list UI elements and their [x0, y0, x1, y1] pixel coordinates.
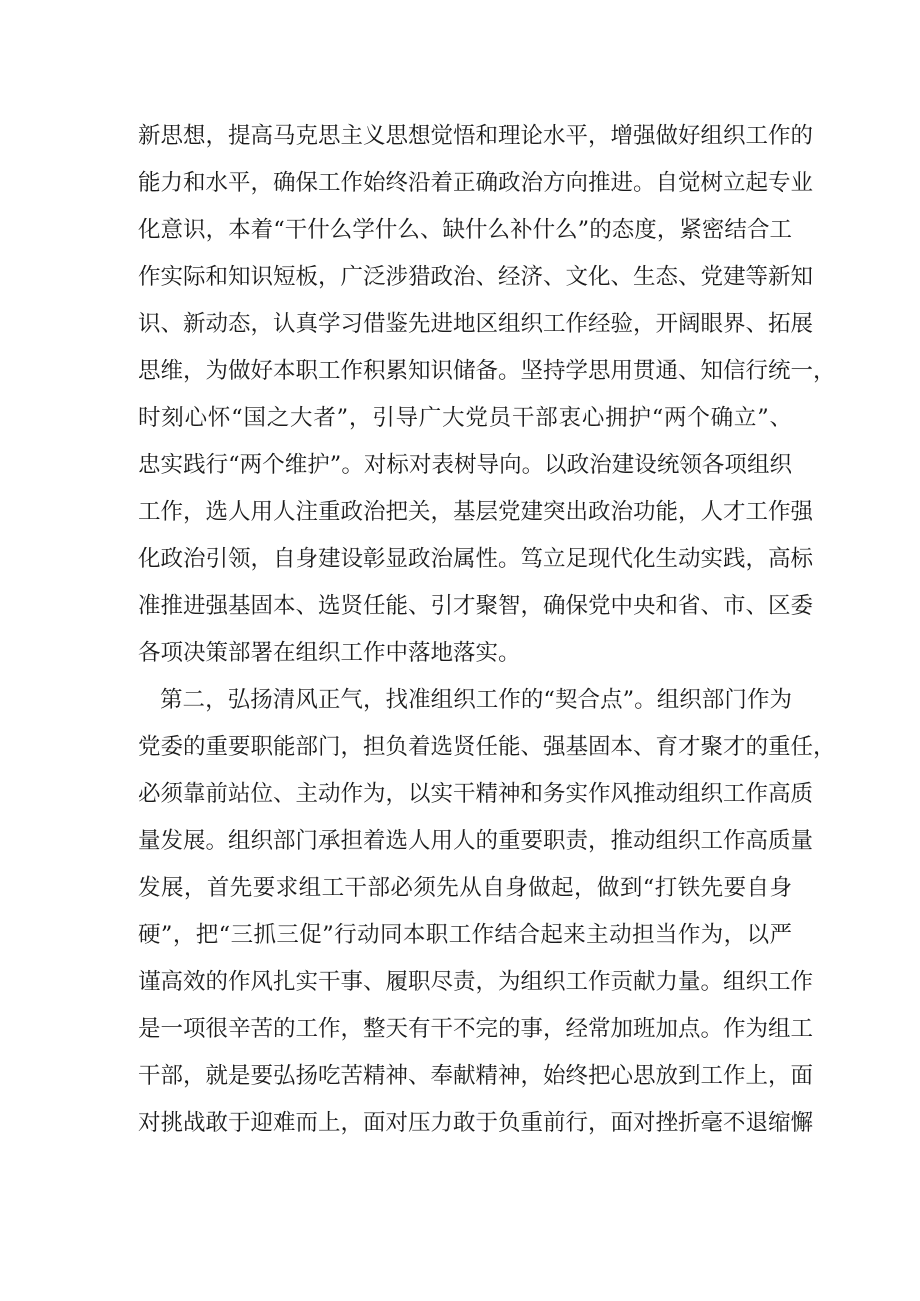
text-line-16: 量发展。组织部门承担着选人用人的重要职责，推动组织工作高质量 — [138, 828, 814, 854]
paragraph-2-line-1: 第二，弘扬清风正气，找准组织工作的“契合点”。组织部门作为 — [160, 687, 792, 713]
text-line-19: 谨高效的作风扎实干事、履职尽责，为组织工作贡献力量。组织工作 — [138, 969, 814, 995]
text-line-22: 对挑战敢于迎难而上，面对压力敢于负重前行，面对挫折毫不退缩懈 — [138, 1110, 814, 1136]
text-line-14: 党委的重要职能部门，担负着选贤任能、强基固本、育才聚才的重任， — [138, 734, 836, 760]
text-line-4: 作实际和知识短板，广泛涉猎政治、经济、文化、生态、党建等新知 — [138, 264, 814, 290]
text-line-17: 发展，首先要求组工干部必须先从自身做起，做到“打铁先要自身 — [138, 875, 792, 901]
text-line-1: 新思想，提高马克思主义思想觉悟和理论水平，增强做好组织工作的 — [138, 123, 814, 149]
text-line-12: 各项决策部署在组织工作中落地落实。 — [138, 640, 521, 666]
text-line-10: 化政治引领，自身建设彰显政治属性。笃立足现代化生动实践，高标 — [138, 546, 814, 572]
text-line-11: 准推进强基固本、选贤任能、引才聚智，确保党中央和省、市、区委 — [138, 593, 814, 619]
text-line-5: 识、新动态，认真学习借鉴先进地区组织工作经验，开阔眼界、拓展 — [138, 311, 814, 337]
text-line-18: 硬”，把“三抓三促”行动同本职工作结合起来主动担当作为，以严 — [138, 922, 792, 948]
text-line-20: 是一项很辛苦的工作，整天有干不完的事，经常加班加点。作为组工 — [138, 1016, 814, 1042]
text-line-8: 忠实践行“两个维护”。对标对表树导向。以政治建设统领各项组织 — [138, 452, 792, 478]
text-line-7: 时刻心怀“国之大者”，引导广大党员干部衷心拥护“两个确立”、 — [138, 405, 792, 431]
text-line-3: 化意识，本着“干什么学什么、缺什么补什么”的态度，紧密结合工 — [138, 217, 792, 243]
text-line-2: 能力和水平，确保工作始终沿着正确政治方向推进。自觉树立起专业 — [138, 170, 814, 196]
text-line-21: 干部，就是要弘扬吃苦精神、奉献精神，始终把心思放到工作上，面 — [138, 1063, 814, 1089]
text-line-6: 思维，为做好本职工作积累知识储备。坚持学思用贯通、知信行统一， — [138, 358, 836, 384]
text-line-15: 必须靠前站位、主动作为，以实干精神和务实作风推动组织工作高质 — [138, 781, 814, 807]
text-line-9: 工作，选人用人注重政治把关，基层党建突出政治功能，人才工作强 — [138, 499, 814, 525]
